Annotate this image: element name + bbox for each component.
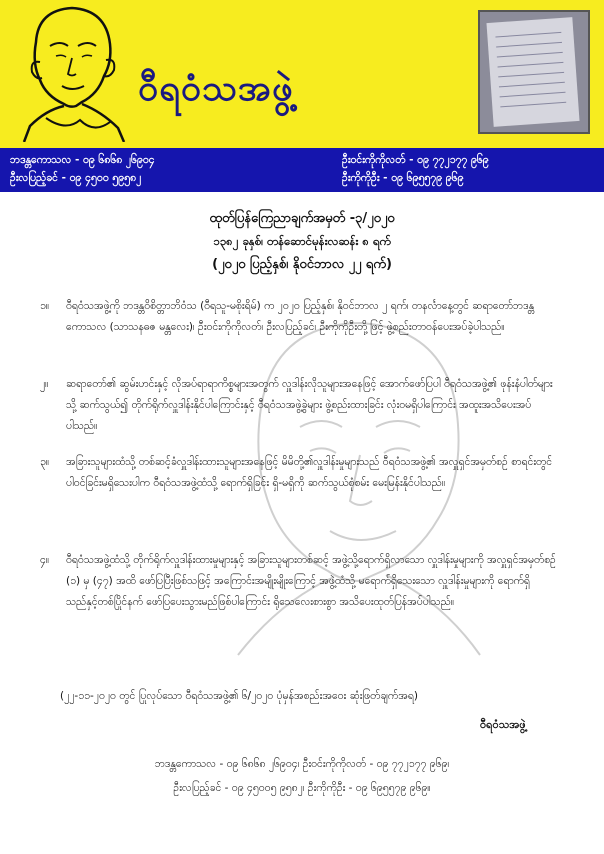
paragraph-number: ၁။ [40, 300, 50, 312]
header-banner [0, 0, 604, 148]
footer-contacts-line-2: ဦးလပြည့်ခင် - ၀၉ ၄၅၀၀၅ ၉၅၈၂၊ ဦးကိုကိုဦး - ၀၉ ၆၉၅၅၇၉ ၉၆၉။ [173, 782, 431, 794]
footer-contacts-line-1: ဘဒန္တကောသလ - ၀၉ ၆၈၆၈ ၂၆၉၀၄၊ ဦးဝင်းကိုကိုလတ် - ၀၉ ၇၇၂၁၇၇ ၉၆၉၊ [154, 758, 450, 770]
paragraph-text: ဝီရဝံသအဖွဲ့ကို ဘဒန္တဝိစိတ္တာဘိဝံသ (ဝီရသူ-မစိုးရိမ်) က ၂၀၂၀ ပြည့်နှစ်၊ နိုဝင်ဘာလ ၂ ရက်၊ တနင်္လာနေ့တွင် ဆရာတော်ဘဒန္တကောသလ (သာသနဓဇ မန္တလေး)၊ ဦးဝင်းကိုကိုလတ်၊ ဦးလပြည့်ခင်၊ ဦးကိုကိုဦးတို့ဖြင့် ဖွဲ့စည်းတာဝန်ပေးအပ်ခဲ့ပါသည်။ [66, 300, 535, 333]
signature: ဝီရဝံသအဖွဲ့ [480, 718, 526, 731]
contact-band [0, 148, 604, 192]
paragraph-text: အခြားသူများထံသို့ တစ်ဆင့်ခံလှူဒါန်းထားသူများအနေဖြင့် မိမိတို့၏လှူဒါန်းမှုများသည် ဝီရဝံသအဖွဲ့၏ အလှူရှင်အမှတ်စဉ် စာရင်းတွင် ပါဝင်ခြင်းမရှိသေးပါက ဝီရဝံသအဖွဲ့ထံသို့ ရောက်ရှိခြင်း ရှိ-မရှိကို ဆက်သွယ်စုံစမ်း မေးမြန်းနိုင်ပါသည်။ [66, 456, 553, 489]
watermark-portrait [190, 305, 510, 685]
paragraph-2 [40, 374, 560, 437]
resolution-note: (၂၂-၁၁-၂၀၂၀ တွင် ပြုလုပ်သော ဝီရဝံသအဖွဲ့၏ ၆/၂၀၂၀ ပုံမှန်အစည်းအဝေး ဆုံးဖြတ်ချက်အရ) [60, 690, 418, 702]
contact-right-1: ဦးဝင်းကိုကိုလတ် - ၀၉ ၇၇၂၁၇၇ ၉၆၉ [342, 154, 489, 166]
paragraph-1 [40, 296, 560, 338]
paragraph-number: ၄။ [40, 554, 50, 566]
date-line-2: (၂၀၂၀ ပြည့်နှစ်၊ နိုဝင်ဘာလ ၂၂ ရက်) [212, 257, 392, 272]
paragraph-3 [40, 452, 560, 494]
contact-left-2: ဦးလပြည့်ခင် - ၀၉ ၄၅၀၀ ၅၉၅၈၂ [10, 172, 142, 184]
paragraph-number: ၃။ [40, 456, 50, 468]
contact-right-2: ဦးကိုကိုဦး - ၀၉ ၆၉၅၅၇၉ ၉၆၉ [342, 172, 464, 184]
paragraph-text: ဆရာတော်၏ ဆွမ်းဟင်းနှင့် လိုအပ်ရာရာကိစ္စများအတွက် လှူဒါန်းလိုသူများအနေဖြင့် အောက်ဖော်ပြပါ ဝီရဝံသအဖွဲ့၏ ဖုန်းနံပါတ်များသို့ ဆက်သွယ်၍ တိုက်ရိုက်လှူဒါန်းနိုင်ပါကြောင်းနှင့် ဝီရဝံသအဖွဲ့ခွဲများ ဖွဲ့စည်းထားခြင်း လုံးဝမရှိပါကြောင်း အထူးအသိပေးအပ်ပါသည်။ [66, 378, 553, 432]
date-line-1: ၁၃၈၂ ခုနှစ်၊ တန်ဆောင်မုန်းလဆန်း ၈ ရက် [213, 234, 391, 248]
paragraph-text: ဝီရဝံသအဖွဲ့ထံသို့ တိုက်ရိုက်လှူဒါန်းထားမှုများနှင့် အခြားသူများတစ်ဆင့် အဖွဲ့သို့ရောက်ရှိလာသော လှူဒါန်းမှုများကို အလှူရှင်အမှတ်စဉ် (၁) မှ (၄၇) အထိ ဖော်ပြပြီးဖြစ်သဖြင့် အကြောင်းအမျိုးမျိုးကြောင့် အဖွဲ့ထံသို့ မရောက်ရှိသေးသော လှူဒါန်းမှုများကို ရောက်ရှိသည်နှင့်တစ်ပြိုင်နက် ဖော်ပြပေးသွားမည်ဖြစ်ပါကြောင်း ရိုသေလေးစားစွာ အသိပေးထုတ်ပြန်အပ်ပါသည်။ [66, 554, 556, 608]
org-name-heading: ဝီရဝံသအဖွဲ့ [138, 68, 294, 109]
document-photo-thumbnail [478, 10, 590, 134]
monk-portrait-illustration [6, 2, 136, 142]
contact-left-1: ဘဒန္တကောသလ - ၀၉ ၆၈၆၈ ၂၆၉၀၄ [10, 154, 155, 166]
paragraph-4 [40, 550, 560, 613]
document-title: ထုတ်ပြန်ကြေညာချက်အမှတ် -၃/၂၀၂၀ [209, 211, 395, 226]
paragraph-number: ၂။ [40, 378, 49, 390]
